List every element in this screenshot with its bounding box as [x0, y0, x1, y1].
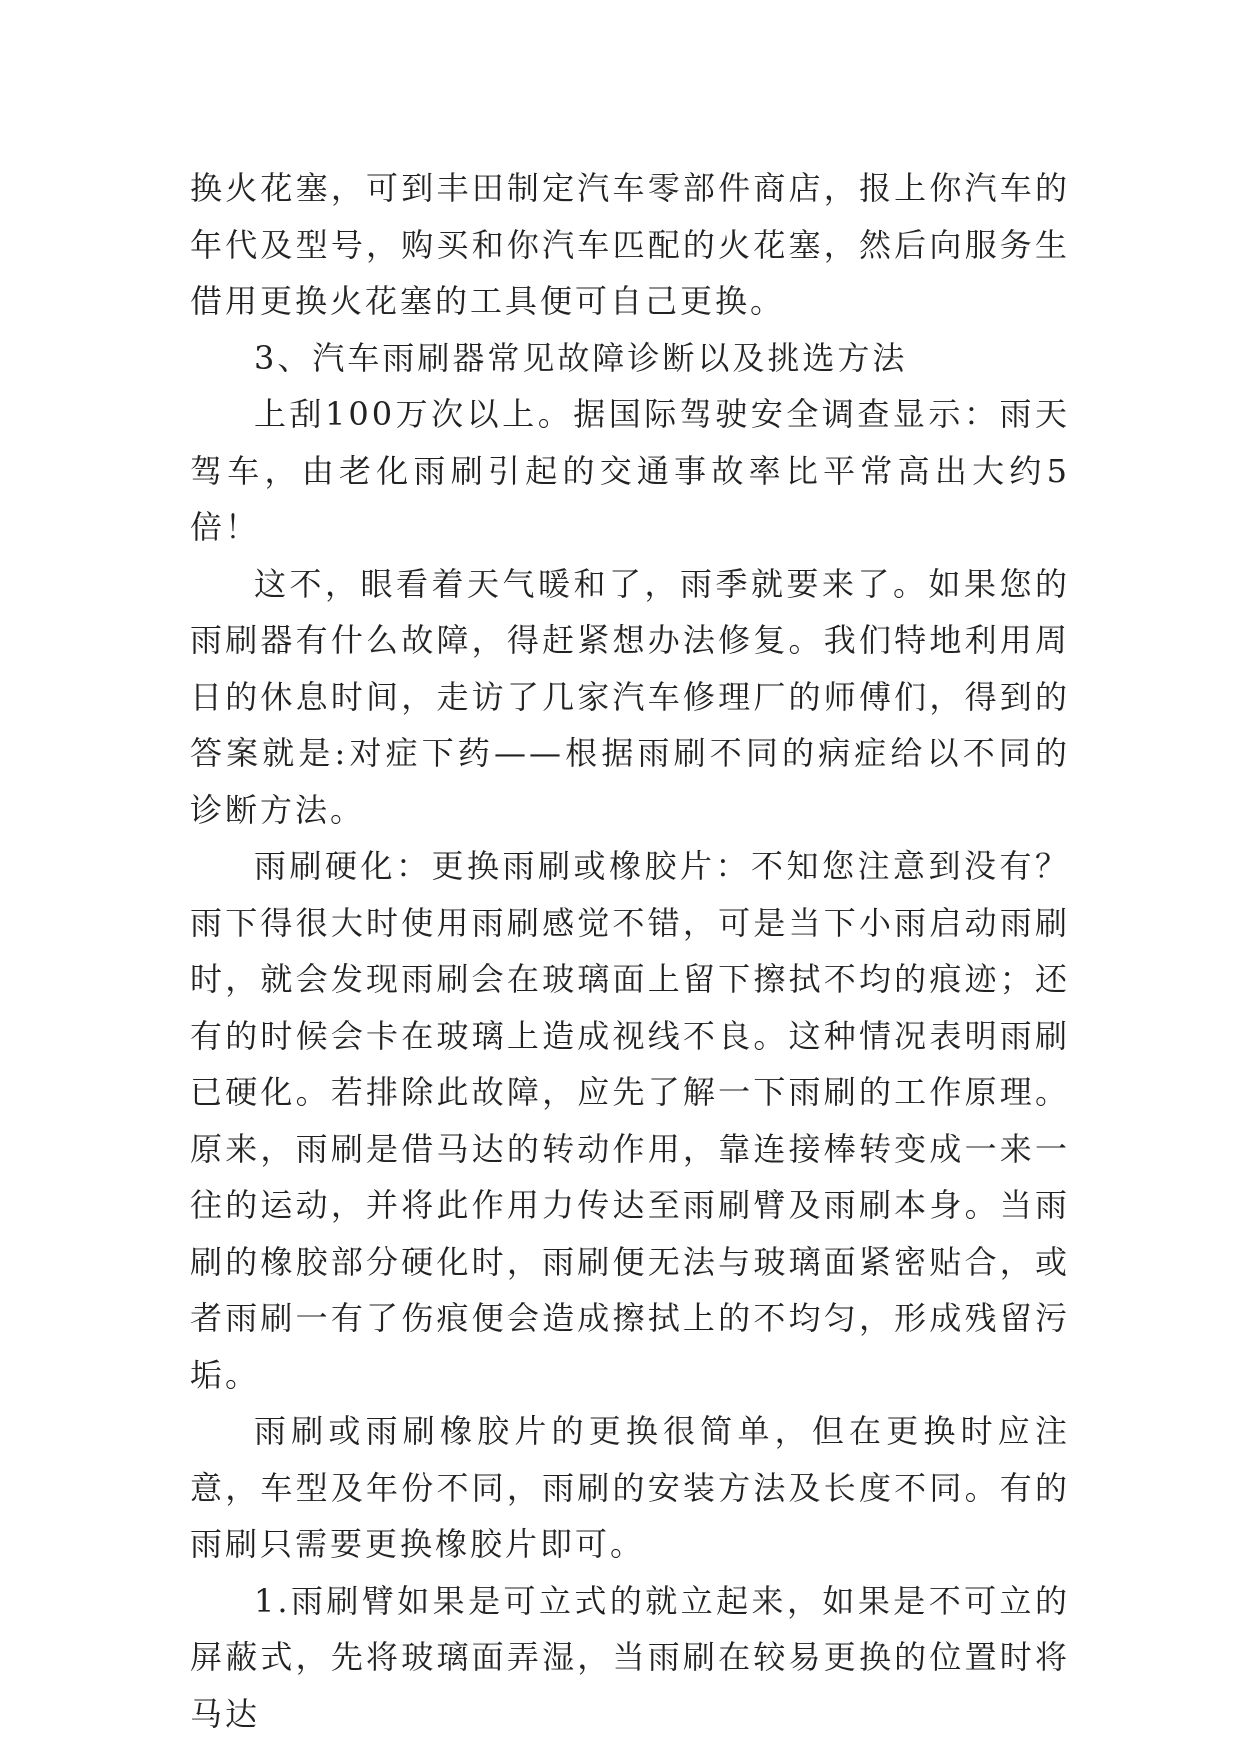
section-heading-wiper-diagnosis: 3、汽车雨刷器常见故障诊断以及挑选方法 — [254, 338, 908, 377]
document-body — [190, 160, 1070, 1742]
paragraph-wiper-hardening: 雨刷硬化：更换雨刷或橡胶片：不知您注意到没有？雨下得很大时使用雨刷感觉不错，可是当下小雨启动雨刷时，就会发现雨刷会在玻璃面上留下擦拭不均的痕迹；还有的时候会卡在玻璃上造成视线不良。这种情况表明雨刷已硬化。若排除此故障，应先了解一下雨刷的工作原理。原来，雨刷是借马达的转动作用，靠连接棒转变成一来一往的运动，并将此作用力传达至雨刷臂及雨刷本身。当雨刷的橡胶部分硬化时，雨刷便无法与玻璃面紧密贴合，或者雨刷一有了伤痕便会造成擦拭上的不均匀，形成残留污垢。 — [190, 847, 1070, 1394]
paragraph-spark-plug-replacement: 换火花塞，可到丰田制定汽车零部件商店，报上你汽车的年代及型号，购买和你汽车匹配的火花塞，然后向服务生借用更换火花塞的工具便可自己更换。 — [190, 169, 1070, 320]
paragraph-wiper-statistics: 上刮100万次以上。据国际驾驶安全调查显示：雨天驾车，由老化雨刷引起的交通事故率比平常高出大约5倍！ — [190, 395, 1070, 546]
paragraph-rainy-season: 这不，眼看着天气暖和了，雨季就要来了。如果您的雨刷器有什么故障，得赶紧想办法修复。我们特地利用周日的休息时间，走访了几家汽车修理厂的师傅们，得到的答案就是:对症下药——根据雨刷不同的病症给以不同的诊断方法。 — [190, 564, 1070, 829]
paragraph-wiper-replacement: 雨刷或雨刷橡胶片的更换很简单，但在更换时应注意，车型及年份不同，雨刷的安装方法及长度不同。有的雨刷只需要更换橡胶片即可。 — [190, 1412, 1070, 1563]
paragraph-step-1: 1.雨刷臂如果是可立式的就立起来，如果是不可立的屏蔽式，先将玻璃面弄湿，当雨刷在较易更换的位置时将马达 — [190, 1581, 1070, 1733]
